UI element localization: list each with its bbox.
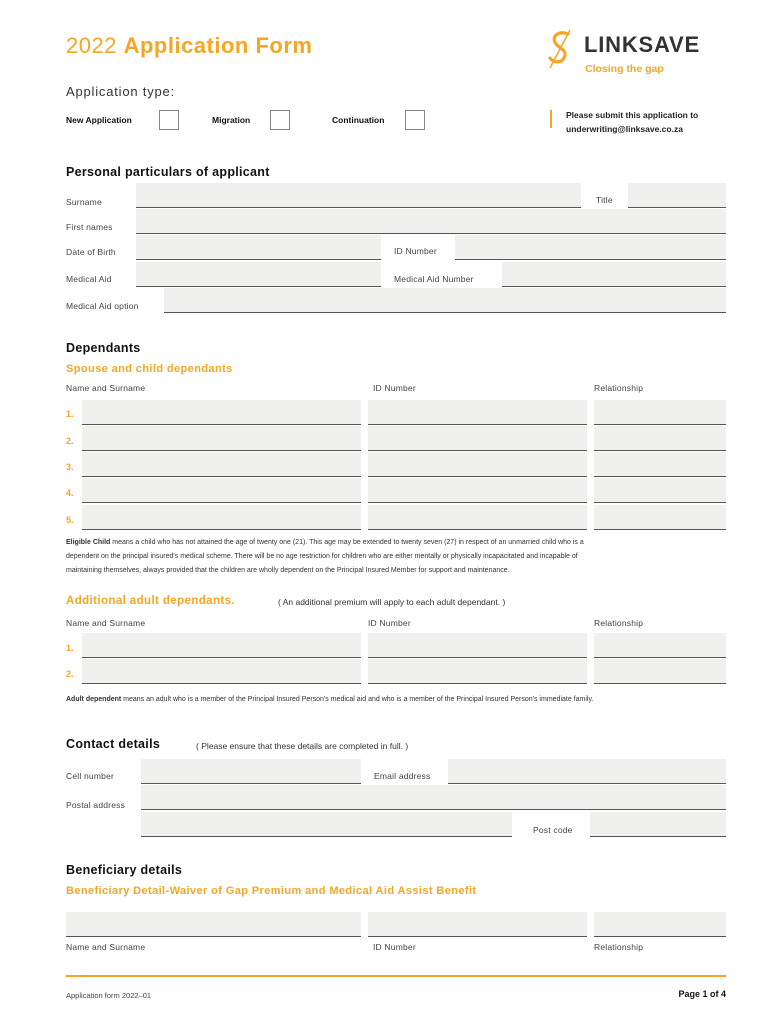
adult-row-number: 2. xyxy=(66,669,74,679)
adult-col-relationship-label: Relationship xyxy=(594,618,644,628)
checkbox-new-application[interactable] xyxy=(159,110,179,130)
dependant-id-field[interactable] xyxy=(368,505,587,530)
adult-id-field[interactable] xyxy=(368,659,587,684)
row-number: 2. xyxy=(66,436,74,446)
dependants-heading: Dependants xyxy=(66,341,141,355)
adult-col-name-label: Name and Surname xyxy=(66,618,146,628)
dob-field[interactable] xyxy=(136,235,381,260)
col-id-label: ID Number xyxy=(373,383,416,393)
beneficiary-col-relationship-label: Relationship xyxy=(594,942,644,952)
type-label-migration: Migration xyxy=(212,115,251,125)
dependant-relationship-field[interactable] xyxy=(594,426,726,451)
page-title xyxy=(66,33,312,59)
dependant-id-field[interactable] xyxy=(368,400,587,425)
title-label: Title xyxy=(596,195,613,205)
dependant-name-field[interactable] xyxy=(82,452,361,477)
personal-heading: Personal particulars of applicant xyxy=(66,165,270,179)
eligible-text1: means a child who has not attained the age of twenty one (21). This age may be extended to twenty seven (27) in respect of an unmarried child who is a xyxy=(110,539,584,546)
adult-col-id-label: ID Number xyxy=(368,618,411,628)
postal-field-line2[interactable] xyxy=(141,812,512,837)
beneficiary-col-name-label: Name and Surname xyxy=(66,942,146,952)
surname-label: Surname xyxy=(66,197,102,207)
row-number: 5. xyxy=(66,515,74,525)
dob-label: Date of Birth xyxy=(66,247,116,257)
title-text: Application Form xyxy=(123,33,313,58)
beneficiary-heading: Beneficiary details xyxy=(66,863,183,877)
postcode-label: Post code xyxy=(533,825,573,835)
col-relationship-label: Relationship xyxy=(594,383,644,393)
dependant-relationship-field[interactable] xyxy=(594,452,726,477)
postal-label: Postal address xyxy=(66,800,126,810)
postal-field-line1[interactable] xyxy=(141,785,726,810)
adult-row-number: 1. xyxy=(66,643,74,653)
adult-heading: Additional adult dependants. xyxy=(66,595,236,607)
surname-field[interactable] xyxy=(136,183,581,208)
footer-divider xyxy=(66,975,726,977)
eligible-line2: dependent on the principal insured's medical scheme. There will be no age restriction for children who are either mentally or physically incapacitated and incapable of xyxy=(66,553,578,560)
type-label-continuation: Continuation xyxy=(332,115,385,125)
linksave-logo-icon xyxy=(546,28,576,70)
footer-page-number: Page 1 of 4 xyxy=(678,989,726,999)
id-number-field[interactable] xyxy=(455,235,726,260)
brand-tagline: Closing the gap xyxy=(585,63,664,75)
brand-name: LINKSAVE xyxy=(584,32,701,57)
spouse-heading: Spouse and child dependants xyxy=(66,363,233,375)
row-number: 3. xyxy=(66,462,74,472)
adult-note: ( An additional premium will apply to each adult dependant. ) xyxy=(278,597,506,607)
dependant-name-field[interactable] xyxy=(82,478,361,503)
adult-relationship-field[interactable] xyxy=(594,659,726,684)
dependant-id-field[interactable] xyxy=(368,452,587,477)
col-name-label: Name and Surname xyxy=(66,383,146,393)
email-field[interactable] xyxy=(448,759,726,784)
medical-aid-option-label: Medical Aid option xyxy=(66,301,139,311)
medical-aid-option-field[interactable] xyxy=(164,288,726,313)
type-label-new: New Application xyxy=(66,115,132,125)
email-label: Email address xyxy=(374,771,431,781)
application-type-heading: Application type: xyxy=(66,84,175,99)
checkbox-migration[interactable] xyxy=(270,110,290,130)
footer-form-id: Application form 2022–01 xyxy=(66,991,152,1000)
dependant-name-field[interactable] xyxy=(82,505,361,530)
adult-name-field[interactable] xyxy=(82,659,361,684)
eligible-line3: maintaining themselves, always provided that the children are wholly dependent on the Principal Insured Member for support and maintenance. xyxy=(66,567,510,574)
beneficiary-col-id-label: ID Number xyxy=(373,942,416,952)
adult-dependent-note xyxy=(66,693,728,707)
submit-note-line2: underwriting@linksave.co.za xyxy=(566,124,683,134)
contact-heading: Contact details xyxy=(66,737,161,751)
submit-divider xyxy=(550,110,552,128)
title-year: 2022 xyxy=(66,33,117,58)
cell-label: Cell number xyxy=(66,771,115,781)
dependant-name-field[interactable] xyxy=(82,426,361,451)
beneficiary-sub-heading: Beneficiary Detail-Waiver of Gap Premium and Medical Aid Assist Benefit xyxy=(66,885,477,897)
medical-aid-label: Medical Aid xyxy=(66,274,112,284)
eligible-term: Eligible Child xyxy=(66,539,111,546)
dependant-name-field[interactable] xyxy=(82,400,361,425)
dependant-relationship-field[interactable] xyxy=(594,400,726,425)
beneficiary-id-field[interactable] xyxy=(368,912,587,937)
postcode-field[interactable] xyxy=(590,812,726,837)
checkbox-continuation[interactable] xyxy=(405,110,425,130)
dependant-id-field[interactable] xyxy=(368,426,587,451)
id-number-label: ID Number xyxy=(394,246,437,256)
row-number: 1. xyxy=(66,409,74,419)
first-names-label: First names xyxy=(66,222,113,232)
dependant-relationship-field[interactable] xyxy=(594,505,726,530)
contact-note: ( Please ensure that these details are completed in full. ) xyxy=(196,741,409,751)
submit-note-line1: Please submit this application to xyxy=(566,110,699,120)
eligible-child-note xyxy=(66,536,728,578)
dependant-id-field[interactable] xyxy=(368,478,587,503)
row-number: 4. xyxy=(66,488,74,498)
eligible-line1 xyxy=(66,536,728,550)
medical-aid-number-label: Medical Aid Number xyxy=(394,274,474,284)
dependant-relationship-field[interactable] xyxy=(594,478,726,503)
adult-relationship-field[interactable] xyxy=(594,633,726,658)
adult-text: means an adult who is a member of the Principal Insured Person's medical aid and who is a member of the Principal Insured Person's immediate family. xyxy=(121,696,594,703)
beneficiary-name-field[interactable] xyxy=(66,912,361,937)
first-names-field[interactable] xyxy=(136,209,726,234)
brand-logo xyxy=(546,26,736,78)
medical-aid-field[interactable] xyxy=(136,262,381,287)
adult-term: Adult dependent xyxy=(66,696,122,703)
adult-name-field[interactable] xyxy=(82,633,361,658)
beneficiary-relationship-field[interactable] xyxy=(594,912,726,937)
title-field[interactable] xyxy=(628,183,726,208)
medical-aid-number-field[interactable] xyxy=(502,262,726,287)
adult-id-field[interactable] xyxy=(368,633,587,658)
cell-field[interactable] xyxy=(141,759,361,784)
